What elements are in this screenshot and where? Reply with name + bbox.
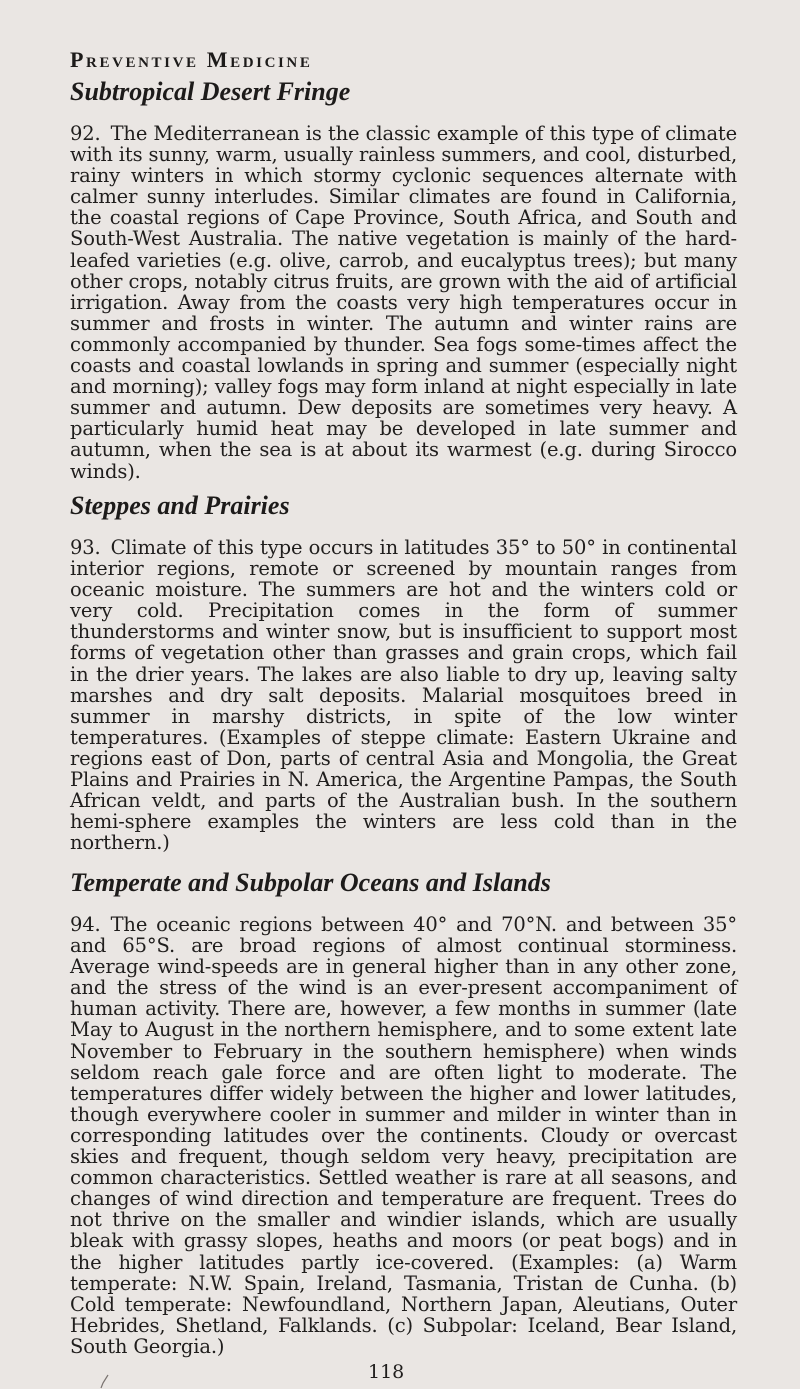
paragraph-number: 92. [70, 122, 101, 145]
paragraph-93 [70, 537, 737, 853]
pencil-mark-icon [97, 1374, 113, 1389]
paragraph-text: The Mediterranean is the classic example of this type of climate with its sunny, warm, usually rainless summers, and cool, disturbed, rainy winters in which stormy cyclonic sequences alternate with calmer sunny interludes. Similar climates are found in California, the coastal regions of Cape Province, South Africa, and South and South-West Australia. The native vegetation is mainly of the hard-leafed varieties (e.g. olive, carrob, and eucalyptus trees); but many other crops, notably citrus fruits, are grown with the aid of artificial irrigation. Away from the coasts very high temperatures occur in summer and frosts in winter. The autumn and winter rains are commonly accompanied by thunder. Sea fogs some-times affect the coasts and coastal lowlands in spring and summer (especially night and morning); valley fogs may form inland at night especially in late summer and autumn. Dew deposits are sometimes very heavy. A particularly humid heat may be developed in late summer and autumn, when the sea is at about its warmest (e.g. during Sirocco winds). [70, 122, 737, 483]
paragraph-number: 94. [70, 913, 101, 936]
paragraph-92 [70, 123, 737, 482]
section-heading-steppes-and-prairies: Steppes and Prairies [70, 491, 290, 520]
section-heading-subtropical-desert-fringe: Subtropical Desert Fringe [70, 77, 351, 106]
paragraph-94 [70, 914, 737, 1357]
running-head: Preventive Medicine [70, 47, 313, 72]
paragraph-text: The oceanic regions between 40° and 70°N. and between 35° and 65°S. are broad regions of almost continual storminess. Average wind-speeds are in general higher than in any other zone, and the stress of the wind is an ever-present accompaniment of human activity. There are, however, a few months in summer (late May to August in the northern hemisphere, and to some extent late November to February in the southern hemisphere) when winds seldom reach gale force and are often light to moderate. The temperatures differ widely between the higher and lower latitudes, though everywhere cooler in summer and milder in winter than in corresponding latitudes over the continents. Cloudy or overcast skies and frequent, though seldom very heavy, precipitation are common characteristics. Settled weather is rare at all seasons, and changes of wind direction and temperature are frequent. Trees do not thrive on the smaller and windier islands, which are usually bleak with grassy slopes, heaths and moors (or peat bogs) and in the higher latitudes partly ice-covered. (Examples: (a) Warm temperate: N.W. Spain, Ireland, Tasmania, Tristan de Cunha. (b) Cold temperate: Newfoundland, Northern Japan, Aleutians, Outer Hebrides, Shetland, Falklands. (c) Subpolar: Iceland, Bear Island, South Georgia.) [70, 913, 737, 1358]
section-heading-temperate-and-subpolar-oceans: Temperate and Subpolar Oceans and Islands [70, 868, 551, 897]
paragraph-text: Climate of this type occurs in latitudes 35° to 50° in continental interior regions, remote or screened by mountain ranges from oceanic moisture. The summers are hot and the winters cold or very cold. Precipitation comes in the form of summer thunderstorms and winter snow, but is insufficient to support most forms of vegetation other than grasses and grain crops, which fail in the drier years. The lakes are also liable to dry up, leaving salty marshes and dry salt deposits. Malarial mosquitoes breed in summer in marshy districts, in spite of the low winter temperatures. (Examples of steppe climate: Eastern Ukraine and regions east of Don, parts of central Asia and Mongolia, the Great Plains and Prairies in N. America, the Argentine Pampas, the South African veldt, and parts of the Australian bush. In the southern hemi-sphere examples the winters are less cold than in the northern.) [70, 536, 737, 855]
paragraph-number: 93. [70, 536, 101, 559]
page-number: 118 [368, 1361, 405, 1383]
